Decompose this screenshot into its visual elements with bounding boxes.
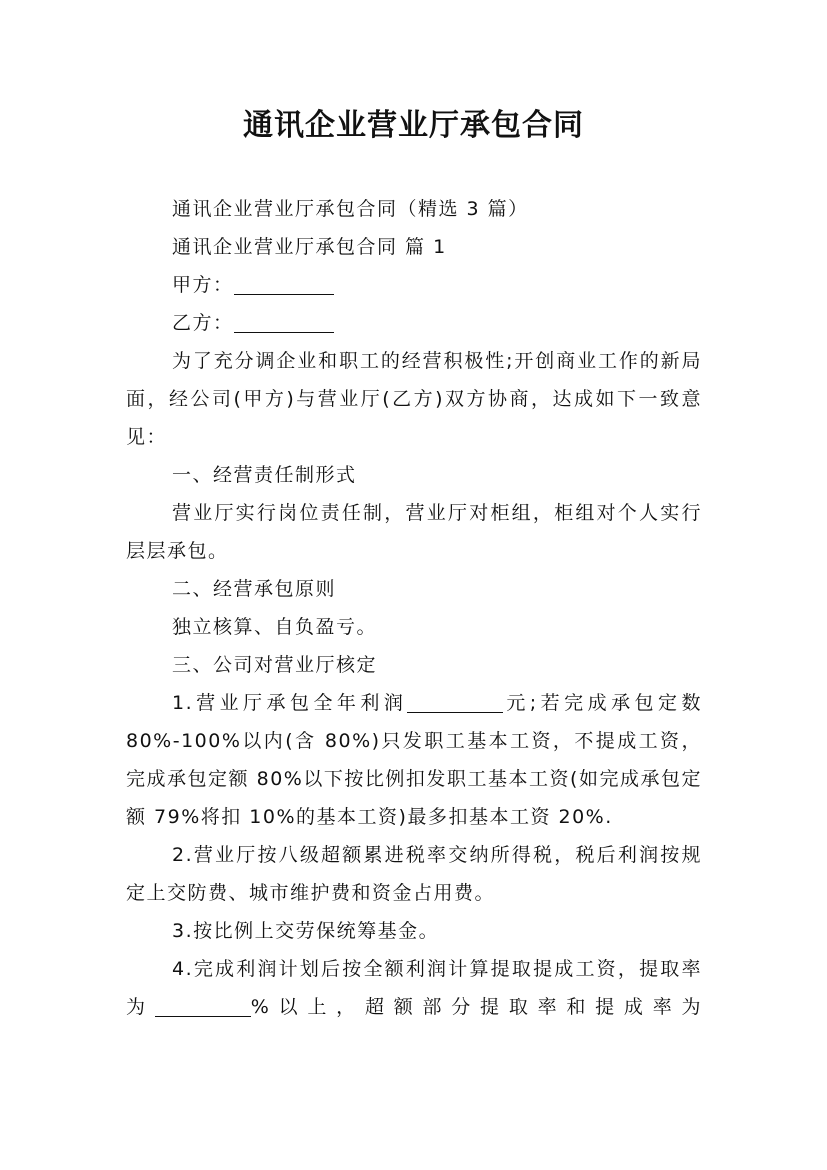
party-a-label: 甲方： [172, 274, 234, 296]
party-b-label: 乙方： [172, 312, 234, 334]
item-3-paragraph: 3.按比例上交劳保统筹基金。 [172, 920, 440, 942]
party-b-line [126, 304, 702, 342]
party-a-blank [234, 272, 334, 295]
party-b-blank [234, 310, 334, 333]
document-title: 通讯企业营业厅承包合同 [243, 108, 584, 143]
item-4-paragraph [126, 950, 702, 1026]
item-1-paragraph [126, 684, 702, 836]
party-a-line [126, 266, 702, 304]
intro-paragraph: 为了充分调企业和职工的经营积极性;开创商业工作的新局面，经公司(甲方)与营业厅(乙方)双方协商，达成如下一致意见： [126, 350, 702, 448]
item-1-post: 元;若完成承包定数 80%-100%以内(含 80%)只发职工基本工资，不提成工资，完成承包定额 80%以下按比例扣发职工基本工资(如完成承包定额 79%将扣 10%的基本工资)最多扣基本工资 20%. [126, 692, 702, 828]
section-1-heading: 一、经营责任制形式 [172, 464, 357, 486]
rate-blank [155, 994, 251, 1017]
document-body [126, 190, 702, 1026]
item-2-paragraph: 2.营业厅按八级超额累进税率交纳所得税，税后利润按规定上交防费、城市维护费和资金占用费。 [126, 844, 702, 904]
profit-blank [407, 690, 503, 713]
section-2-body: 独立核算、自负盈亏。 [172, 616, 378, 638]
section-3-heading: 三、公司对营业厅核定 [172, 654, 378, 676]
section-2-heading: 二、经营承包原则 [172, 578, 337, 600]
part-heading: 通讯企业营业厅承包合同 篇 1 [172, 236, 447, 258]
section-1-body: 营业厅实行岗位责任制，营业厅对柜组，柜组对个人实行层层承包。 [126, 502, 702, 562]
item-4-pre: 4.完成利润计划后按全额利润计算提取提成工资，提取率为 [126, 958, 702, 1018]
item-4-post: %以上，超额部分提取率和提成率为 [250, 996, 702, 1018]
subtitle-paragraph: 通讯企业营业厅承包合同（精选 3 篇） [172, 198, 529, 220]
item-1-pre: 1.营业厅承包全年利润 [172, 692, 408, 714]
